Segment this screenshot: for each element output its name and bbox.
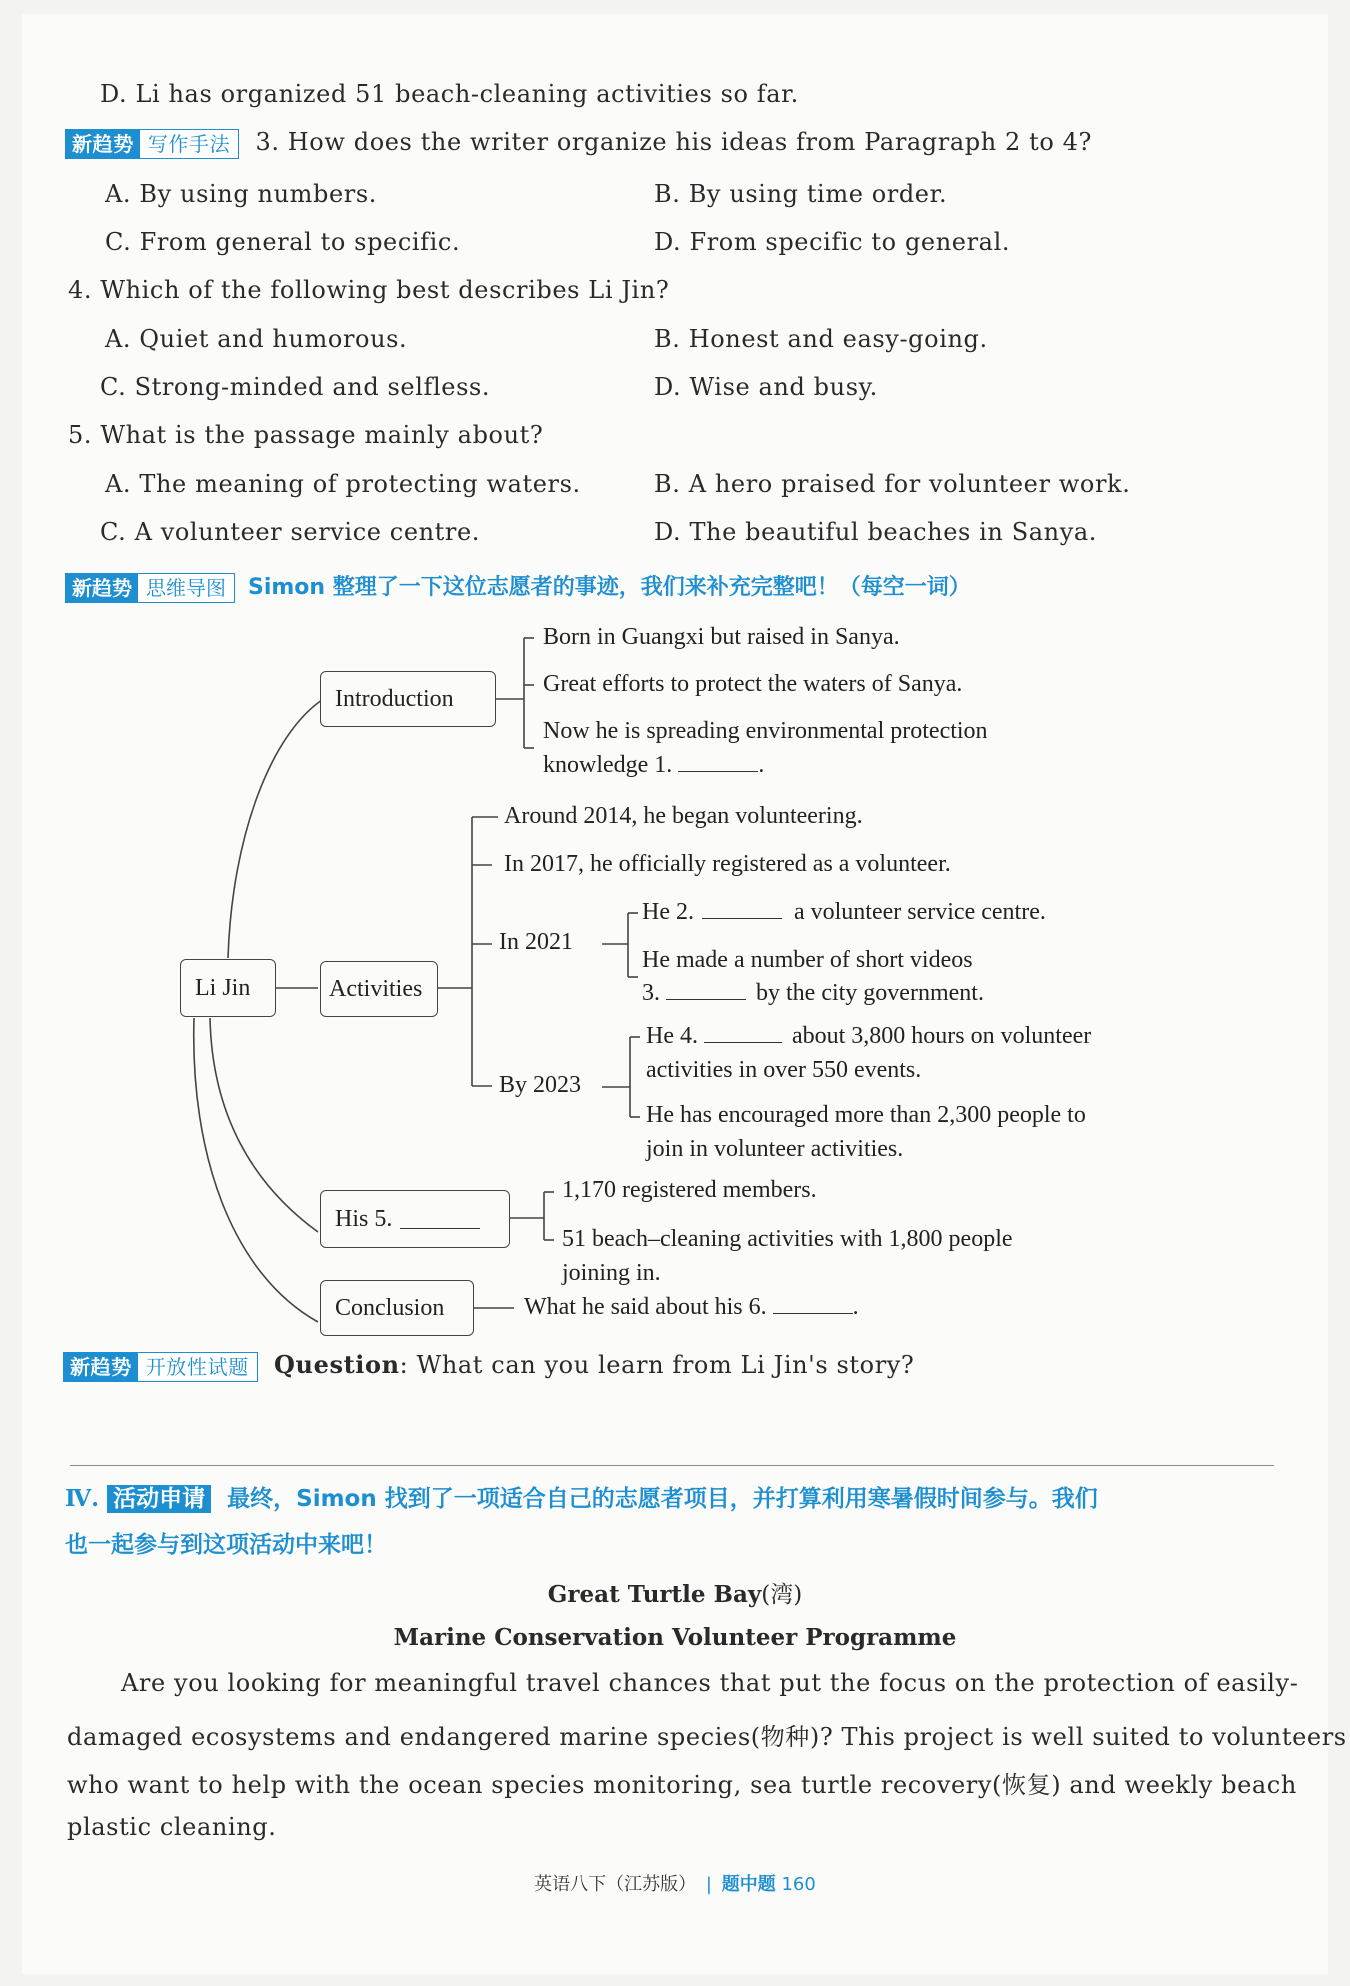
article-line-4: plastic cleaning. [67,1813,277,1841]
blank-4 [704,1024,782,1043]
q3-option-d: D. From specific to general. [654,228,1011,256]
section-4-tag: 活动申请 [107,1485,211,1513]
item-4-rest: about 3,800 hours on volunteer [791,1023,1092,1049]
activity-2023-events: activities in over 550 events. [646,1057,922,1083]
question-3-text: 3. How does the writer organize his ideas from Paragraph 2 to 4? [255,128,1092,156]
mindmap-instruction: Simon 整理了一下这位志愿者的事迹，我们来补充完整吧！（每空一词） [248,575,971,600]
q4-option-b: B. Honest and easy-going. [654,325,988,353]
blank-5 [400,1210,480,1229]
question-label: Question [274,1350,400,1379]
his5-label: His 5. [335,1205,393,1232]
tag-writing-method: 写作手法 [147,131,231,156]
q5-option-c: C. A volunteer service centre. [100,518,481,546]
q3-option-c: C. From general to specific. [105,228,461,256]
intro-item-born: Born in Guangxi but raised in Sanya. [543,624,900,650]
section-4-header-line1 [65,1480,1098,1513]
item-2-label: He 2. [642,899,694,925]
tag-new-trend: 新趋势 [66,574,138,602]
q2-option-d: D. Li has organized 51 beach-cleaning activities so far. [100,80,799,108]
footer-book-title: 英语八下（江苏版） [534,1874,697,1895]
activity-2021-centre [642,899,1046,926]
item-3-rest: by the city government. [756,980,984,1006]
activity-2023-hours [646,1023,1091,1050]
tag-mind-map: 思维导图 [146,576,226,600]
activity-2023-join: join in volunteer activities. [646,1136,904,1162]
activity-2021-videos: He made a number of short videos [642,947,973,973]
tag-open-question: 开放性试题 [145,1354,249,1379]
his5-item-members: 1,170 registered members. [562,1177,817,1203]
intro-item-spreading: Now he is spreading environmental protection [543,718,988,744]
tag-new-trend: 新趋势 [66,130,140,158]
tag-new-trend: 新趋势 [64,1353,138,1381]
label-in-2021: In 2021 [499,929,573,955]
q5-option-b: B. A hero praised for volunteer work. [654,470,1131,498]
open-question-tag [63,1352,258,1382]
activity-2021-government [642,980,984,1007]
blank-1 [678,753,758,772]
section-4-number: Ⅳ. [65,1485,100,1512]
section-divider [70,1465,1274,1466]
article-line-2: damaged ecosystems and endangered marine species(物种)? This project is well suited to volunteers [67,1723,1347,1751]
question-5: 5. What is the passage mainly about? [68,421,544,449]
item-2-rest: a volunteer service centre. [793,899,1046,925]
label-by-2023: By 2023 [499,1072,582,1098]
article-title-text: Great Turtle Bay [547,1581,762,1608]
article-line-3: who want to help with the ocean species monitoring, sea turtle recovery(恢复) and weekly beach [67,1771,1297,1799]
article-title-note: (湾) [761,1582,803,1608]
blank-2 [702,900,782,919]
q5-option-a: A. The meaning of protecting waters. [105,470,581,498]
open-question: 新趋势 开放性试题 Question: What can you learn from Li Jin's story? [63,1350,914,1382]
intro-item-knowledge: knowledge 1. . [543,752,765,778]
q4-option-a: A. Quiet and humorous. [105,325,408,353]
his5-item-joining: joining in. [562,1260,661,1286]
open-question-text: What can you learn from Li Jin's story? [416,1351,915,1379]
intro-item-efforts: Great efforts to protect the waters of Sanya. [543,671,963,697]
activity-2017: In 2017, he officially registered as a volunteer. [504,851,951,877]
section-4-line2: 也一起参与到这项活动中来吧！ [65,1532,387,1558]
mindmap-his5-box [320,1190,510,1248]
blank-3 [666,981,746,1000]
activity-2023-encouraged: He has encouraged more than 2,300 people to [646,1102,1086,1128]
section-4-line1: 最终，Simon 找到了一项适合自己的志愿者项目，并打算利用寒暑假时间参与。我们 [227,1486,1098,1512]
footer: 英语八下（江苏版） | 题中题 160 [534,1874,816,1895]
q5-option-d: D. The beautiful beaches in Sanya. [654,518,1098,546]
knowledge-label: knowledge 1. [543,752,673,778]
mindmap-conclusion-box: Conclusion [320,1280,474,1336]
item-3-label: 3. [642,980,660,1006]
article-title [22,1576,1328,1609]
mindmap-root-li-jin: Li Jin [180,959,276,1017]
his5-item-activities: 51 beach–cleaning activities with 1,800 people [562,1226,1013,1252]
item-4-label: He 4. [646,1023,698,1049]
article-subtitle: Marine Conservation Volunteer Programme [393,1624,957,1651]
blank-6 [773,1295,853,1314]
footer-brand: 题中题 [721,1874,776,1895]
conclusion-label: What he said about his 6. [524,1294,767,1320]
page [22,14,1347,1974]
mindmap-introduction-box: Introduction [320,671,496,727]
q3-option-a: A. By using numbers. [105,180,377,208]
mindmap-activities-box: Activities [320,961,438,1017]
q3-option-b: B. By using time order. [654,180,948,208]
q4-option-d: D. Wise and busy. [654,373,878,401]
question-4: 4. Which of the following best describes Li Jin? [68,276,670,304]
article-line-1: Are you looking for meaningful travel chances that put the focus on the protection of easily- [121,1669,1299,1697]
conclusion-text: What he said about his 6. . [524,1294,859,1320]
activity-2014: Around 2014, he began volunteering. [504,803,863,829]
q4-option-c: C. Strong-minded and selfless. [100,373,491,401]
page-number: 160 [781,1874,816,1895]
